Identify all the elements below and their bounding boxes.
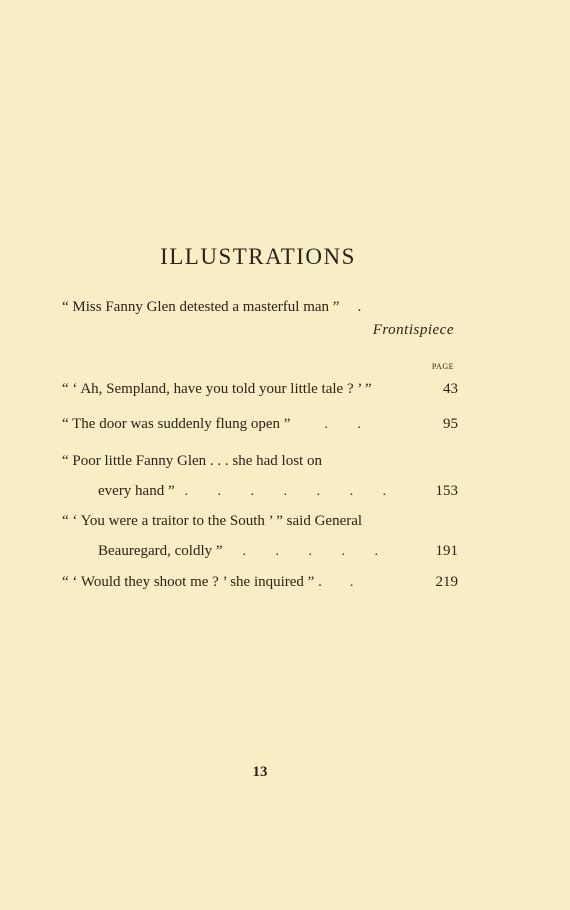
leader-dots: . . . . . . .	[184, 484, 400, 499]
entry-caption: “ ‘ Would they shoot me ? ’ she inquired ” .	[62, 574, 322, 590]
entry-page: 219	[435, 574, 458, 590]
illustration-entry	[62, 506, 458, 567]
entry-caption: “ Miss Fanny Glen detested a masterful man ”	[62, 299, 340, 315]
page-number: 13	[252, 764, 268, 780]
entry-caption: “ ‘ Ah, Sempland, have you told your little tale ? ’ ”	[62, 381, 372, 397]
entry-page: 43	[443, 381, 458, 397]
entry-page: 95	[443, 416, 458, 432]
entry-caption-line1: “ ‘ You were a traitor to the South ’ ” said General	[62, 513, 363, 529]
entry-page: Frontispiece	[372, 322, 454, 338]
illustration-entry	[62, 374, 458, 404]
illustration-entry	[62, 567, 458, 598]
entry-page: 153	[435, 483, 458, 499]
page-column-label: PAGE	[431, 362, 454, 371]
page-title: ILLUSTRATIONS	[160, 244, 356, 269]
leader-dots: .	[349, 575, 367, 590]
illustration-entry	[62, 446, 458, 507]
illustration-entry	[62, 292, 458, 322]
entry-page: 191	[435, 543, 458, 559]
illustration-entry	[62, 409, 458, 440]
entry-caption-line2: Beauregard, coldly ”	[98, 543, 223, 559]
entry-caption-line1: “ Poor little Fanny Glen . . . she had lost on	[62, 453, 322, 469]
entry-caption-line2: every hand ”	[98, 483, 175, 499]
leader-dot: .	[357, 299, 362, 315]
entry-caption: “ The door was suddenly flung open ”	[62, 416, 291, 432]
leader-dots: . . . . .	[242, 544, 392, 559]
leader-dots: . .	[324, 417, 374, 432]
